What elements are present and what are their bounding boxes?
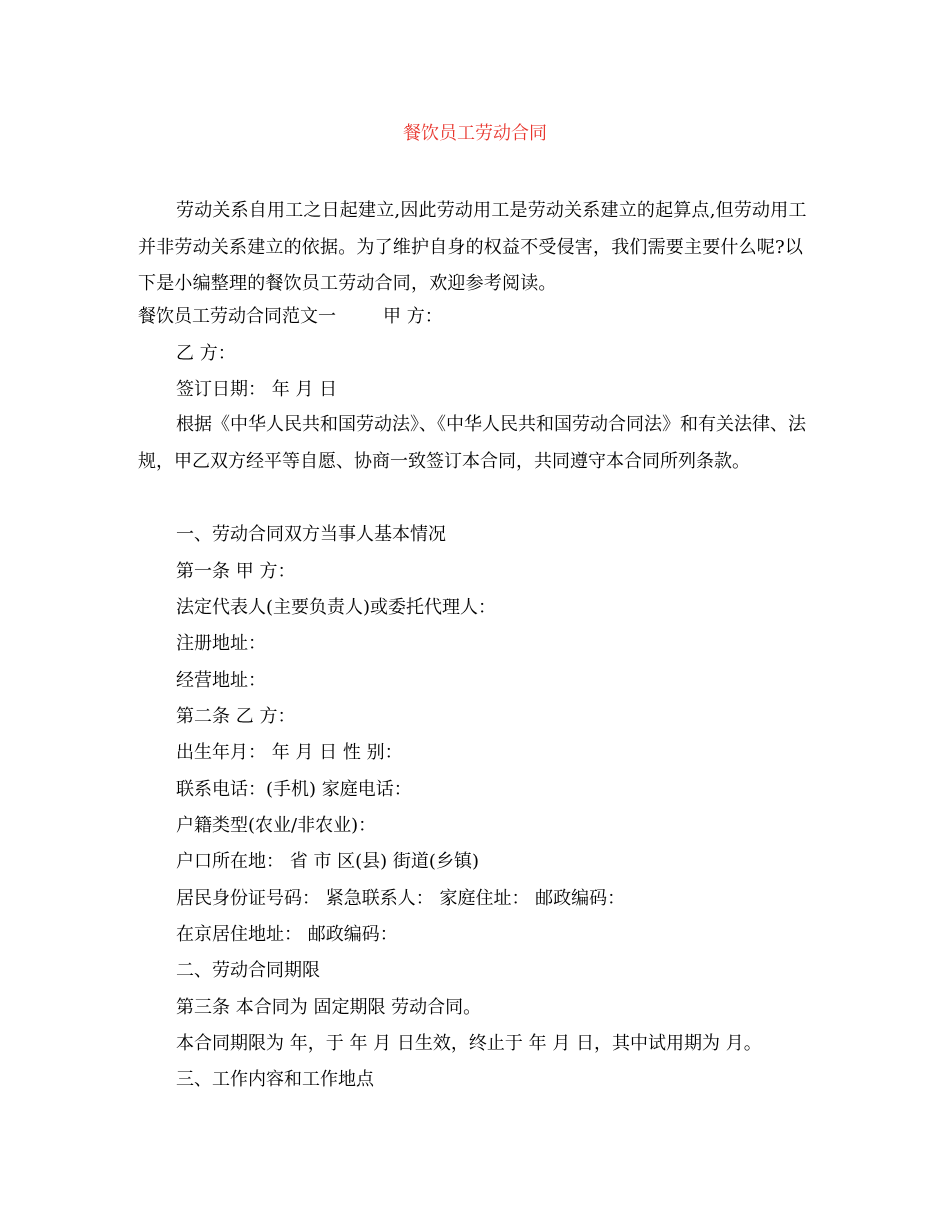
article-1: 第一条 甲 方： [176,561,296,582]
section-heading-1: 一、劳动合同双方当事人基本情况 [176,524,446,545]
party-a-label: 甲 方： [383,306,443,327]
article-3: 第三条 本合同为 固定期限 劳动合同。 [176,997,482,1018]
article-2: 第二条 乙 方： [176,706,296,727]
sample-heading: 餐饮员工劳动合同范文一 [138,306,336,327]
basis-paragraph: 根据《中华人民共和国劳动法》、《中华人民共和国劳动合同法》和有关法律、法规，甲乙双方经平等自愿、协商一致签订本合同，共同遵守本合同所列条款。 [138,414,806,472]
registered-address-field: 注册地址： [176,633,266,654]
section-heading-3: 三、工作内容和工作地点 [176,1069,374,1090]
phone-field: 联系电话：(手机) 家庭电话： [176,779,412,800]
birth-gender-field: 出生年月： 年 月 日 性 别： [176,742,403,763]
legal-representative-field: 法定代表人(主要负责人)或委托代理人： [176,597,497,618]
sign-date: 签订日期： 年 月 日 [176,379,338,400]
household-location-field: 户口所在地： 省 市 区(县) 街道(乡镇) [176,851,479,872]
section-heading-2: 二、劳动合同期限 [176,960,320,981]
intro-paragraph: 劳动关系自用工之日起建立,因此劳动用工是劳动关系建立的起算点,但劳动用工并非劳动关系建立的依据。为了维护自身的权益不受侵害，我们需要主要什么呢?以下是小编整理的餐饮员工劳动合同，欢迎参考阅读。 [138,200,807,294]
business-address-field: 经营地址： [176,670,266,691]
document-title: 餐饮员工劳动合同 [403,123,547,144]
party-b-label: 乙 方： [176,343,236,364]
household-type-field: 户籍类型(农业/非农业)： [176,815,377,836]
contract-term-line: 本合同期限为 年，于 年 月 日生效，终止于 年 月 日，其中试用期为 月。 [176,1033,762,1054]
beijing-address-field: 在京居住地址： 邮政编码： [176,924,398,945]
id-contact-field: 居民身份证号码： 紧急联系人： 家庭住址： 邮政编码： [176,888,626,909]
